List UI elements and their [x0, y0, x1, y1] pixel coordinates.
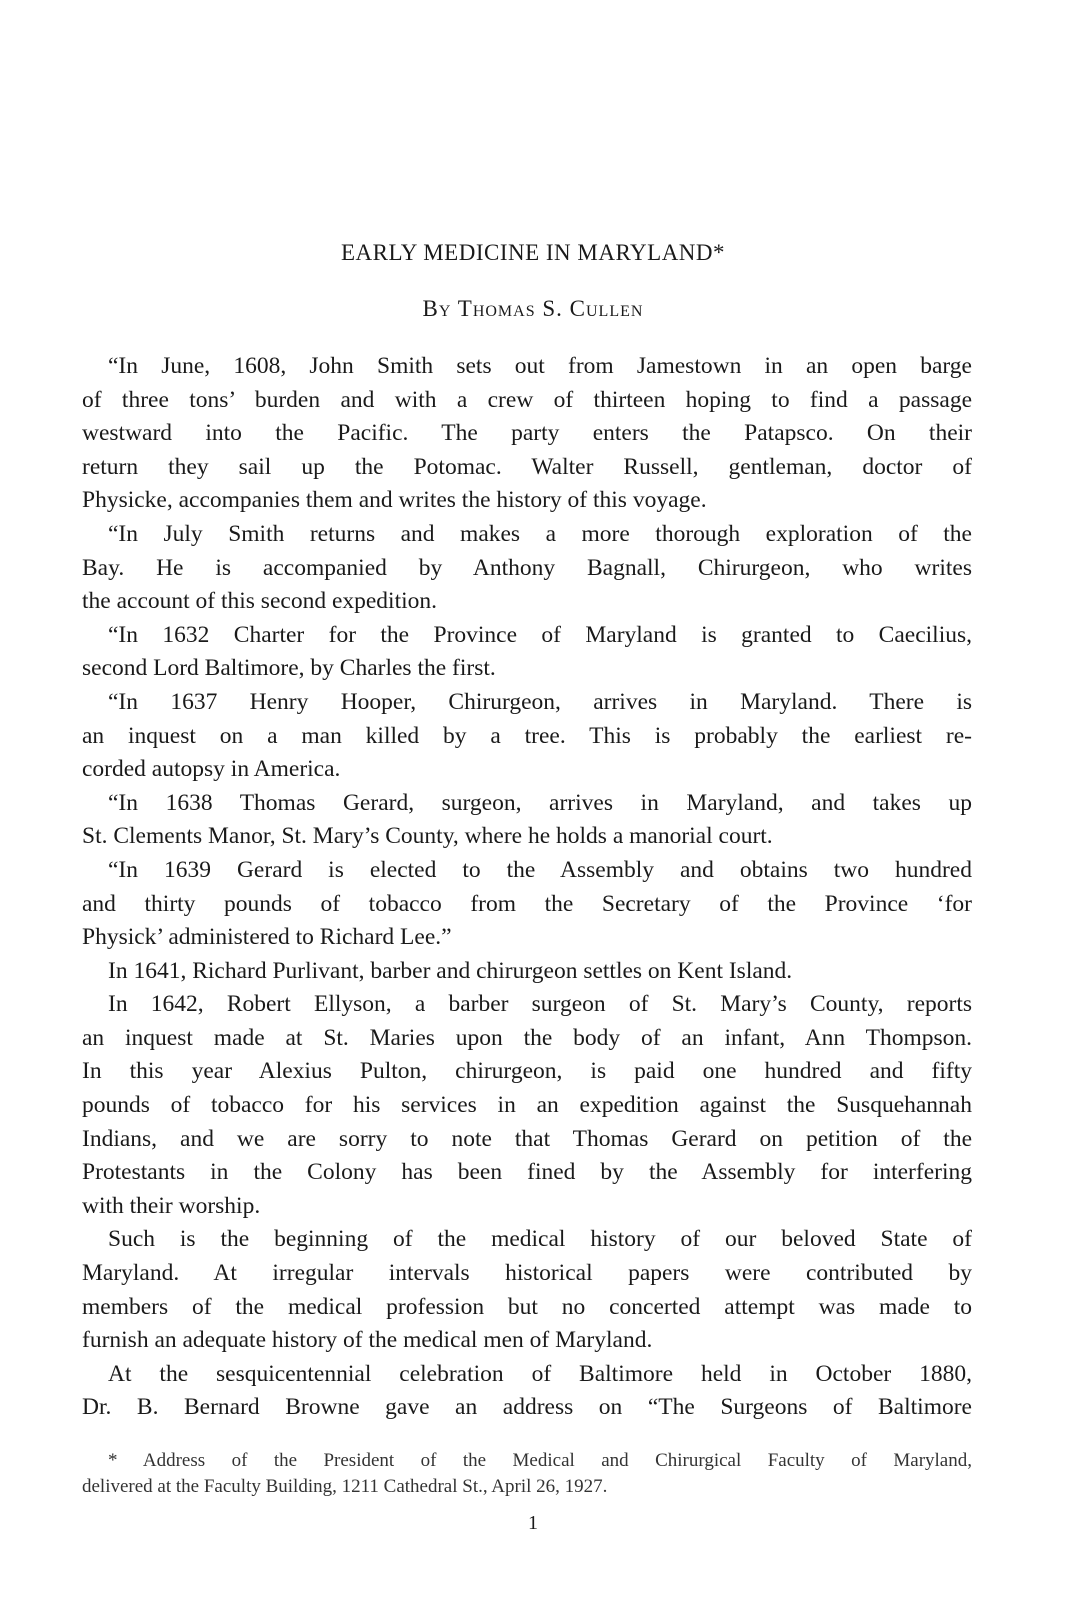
- text-line: pounds of tobacco for his services in an expedition against the Susquehannah: [82, 1092, 972, 1119]
- paragraph: [82, 854, 972, 955]
- paragraph: [82, 988, 972, 1223]
- text-line: of three tons’ burden and with a crew of thirteen hoping to find a passage: [82, 386, 972, 413]
- text-line: an inquest made at St. Maries upon the body of an infant, Ann Thompson.: [82, 1024, 972, 1051]
- text-line: second Lord Baltimore, by Charles the first.: [82, 655, 496, 682]
- text-line: Physicke, accompanies them and writes the history of this voyage.: [82, 487, 707, 514]
- paragraph: [82, 686, 972, 787]
- text-line: Indians, and we are sorry to note that Thomas Gerard on petition of the: [82, 1125, 972, 1152]
- text-line: St. Clements Manor, St. Mary’s County, where he holds a manorial court.: [82, 823, 773, 850]
- text-line: “In June, 1608, John Smith sets out from Jamestown in an open barge: [108, 353, 972, 379]
- footnote-line: delivered at the Faculty Building, 1211 Cathedral St., April 26, 1927.: [82, 1476, 608, 1497]
- text-line: “In July Smith returns and makes a more thorough exploration of the: [108, 520, 972, 547]
- text-line: Physick’ administered to Richard Lee.”: [82, 924, 452, 951]
- paragraph: [82, 1223, 972, 1357]
- paragraph: [82, 518, 972, 619]
- text-line: “In 1637 Henry Hooper, Chirurgeon, arrives in Maryland. There is: [108, 688, 972, 715]
- text-line: members of the medical profession but no concerted attempt was made to: [82, 1293, 972, 1320]
- text-line: corded autopsy in America.: [82, 756, 341, 783]
- text-line: Dr. B. Bernard Browne gave an address on “The Surgeons of Baltimore: [82, 1394, 972, 1421]
- text-line: the account of this second expedition.: [82, 588, 438, 615]
- text-line: In 1641, Richard Purlivant, barber and chirurgeon settles on Kent Island.: [108, 957, 793, 984]
- text-line: “In 1639 Gerard is elected to the Assembly and obtains two hundred: [108, 856, 972, 883]
- article-title: EARLY MEDICINE IN MARYLAND*: [340, 240, 726, 265]
- text-line: “In 1638 Thomas Gerard, surgeon, arrives in Maryland, and takes up: [108, 789, 972, 816]
- paragraph: [82, 787, 972, 854]
- text-line: In 1642, Robert Ellyson, a barber surgeon of St. Mary’s County, reports: [108, 991, 972, 1018]
- text-line: westward into the Pacific. The party enters the Patapsco. On their: [82, 420, 972, 447]
- text-line: an inquest on a man killed by a tree. This is probably the earliest re-: [82, 722, 972, 749]
- text-line: with their worship.: [82, 1192, 261, 1219]
- article-body: [82, 350, 972, 1425]
- text-line: In this year Alexius Pulton, chirurgeon, is paid one hundred and fifty: [82, 1058, 972, 1085]
- page-number: 1: [528, 1512, 538, 1534]
- footnote-line: * Address of the President of the Medical and Chirurgical Faculty of Maryland,: [108, 1450, 972, 1471]
- text-line: Bay. He is accompanied by Anthony Bagnall, Chirurgeon, who writes: [82, 554, 972, 581]
- text-line: “In 1632 Charter for the Province of Maryland is granted to Caecilius,: [108, 621, 972, 648]
- text-line: return they sail up the Potomac. Walter Russell, gentleman, doctor of: [82, 453, 972, 480]
- text-line: and thirty pounds of tobacco from the Secretary of the Province ‘for: [82, 890, 972, 917]
- text-line: Such is the beginning of the medical history of our beloved State of: [108, 1226, 972, 1253]
- paragraph: [82, 1358, 972, 1425]
- text-line: Maryland. At irregular intervals historical papers were contributed by: [82, 1260, 972, 1287]
- text-line: At the sesquicentennial celebration of Baltimore held in October 1880,: [108, 1360, 972, 1387]
- paragraph: [82, 350, 972, 518]
- author-byline: By Thomas S. Cullen: [422, 296, 644, 321]
- paragraph: [82, 619, 972, 686]
- text-line: furnish an adequate history of the medical men of Maryland.: [82, 1327, 653, 1354]
- paragraph: [82, 955, 972, 989]
- footnote: [82, 1448, 972, 1500]
- text-line: Protestants in the Colony has been fined by the Assembly for interfering: [82, 1159, 972, 1186]
